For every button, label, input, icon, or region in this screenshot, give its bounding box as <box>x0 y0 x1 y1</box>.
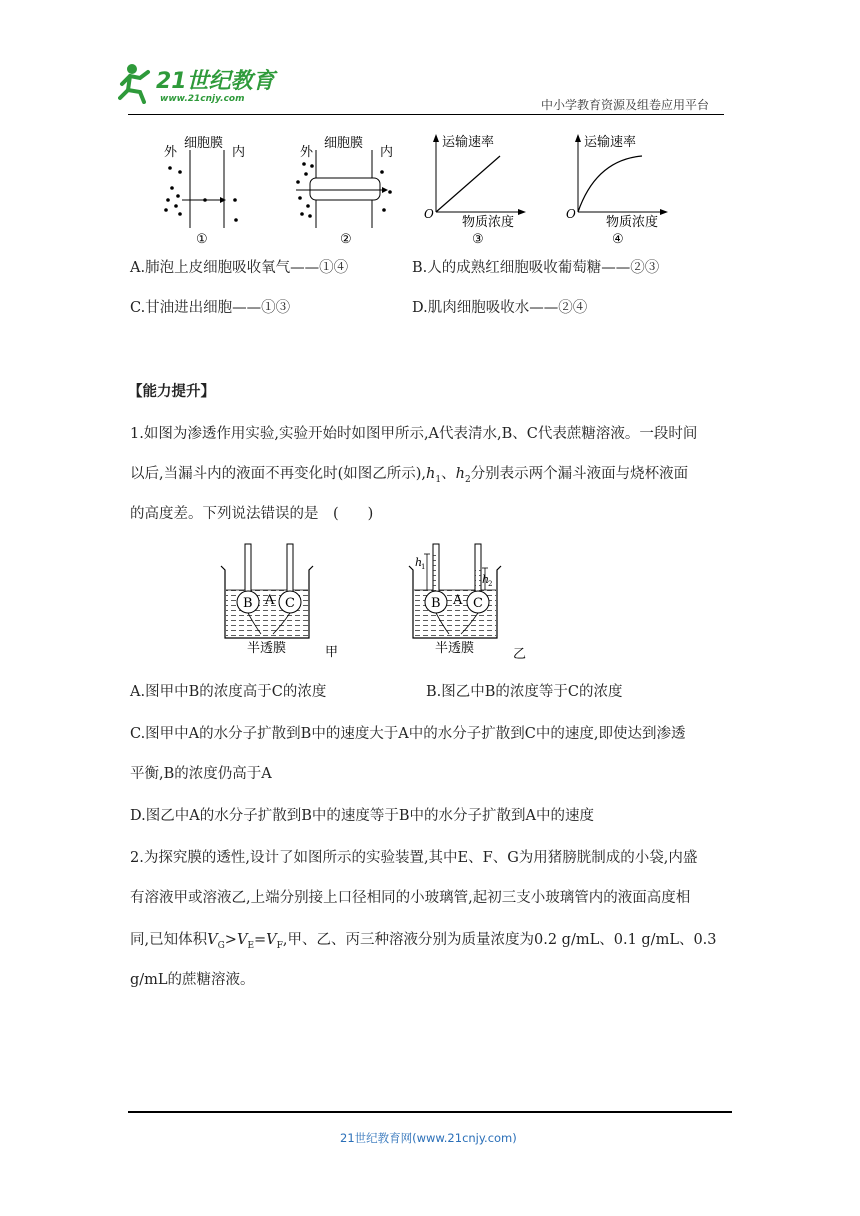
platform-name: 中小学教育资源及组卷应用平台 <box>541 98 710 112</box>
svg-text:1: 1 <box>421 563 426 571</box>
svg-text:外: 外 <box>164 145 178 160</box>
svg-text:细胞膜: 细胞膜 <box>184 136 224 151</box>
logo-url-text: www.21cnjy.com <box>160 94 245 104</box>
svg-text:O: O <box>566 207 576 221</box>
svg-text:运输速率: 运输速率 <box>584 135 637 150</box>
header-rule <box>128 114 724 115</box>
q1-line-2-a: 以后,当漏斗内的液面不再变化时(如图乙所示), <box>130 466 427 482</box>
footer-text[interactable]: 21世纪教育网(www.21cnjy.com) <box>340 1131 517 1145</box>
h2-symbol: h <box>455 466 465 482</box>
figure-rate-linear-graph <box>424 134 526 247</box>
svg-text:内: 内 <box>232 145 246 160</box>
runner-logo-icon <box>118 62 288 104</box>
svg-text:运输速率: 运输速率 <box>442 135 495 150</box>
logo-main-text: 21世纪教育 <box>156 69 275 94</box>
footer-rule <box>128 1111 732 1113</box>
h1-symbol: h <box>426 466 436 482</box>
q1-line-2 <box>130 464 688 490</box>
option-d[interactable]: D.肌肉细胞吸收水——②④ <box>412 300 588 316</box>
vg-symbol: V <box>207 932 218 948</box>
vf-symbol: V <box>266 932 277 948</box>
ve-subscript: E <box>247 940 255 951</box>
svg-text:C: C <box>285 596 295 611</box>
q2-line-3 <box>130 930 717 956</box>
section-title: 【能力提升】 <box>128 384 215 400</box>
q1-option-d[interactable]: D.图乙中A的水分子扩散到B中的速度等于B中的水分子扩散到A中的速度 <box>130 808 594 824</box>
h2-subscript: 2 <box>464 474 471 485</box>
svg-text:细胞膜: 细胞膜 <box>324 136 364 151</box>
option-c[interactable]: C.甘油进出细胞——①③ <box>130 300 291 316</box>
q2-line-2: 有溶液甲或溶液乙,上端分别接上口径相同的小玻璃管,起初三支小玻璃管内的液面高度相 <box>130 890 691 906</box>
svg-text:B: B <box>243 596 253 611</box>
option-b[interactable]: B.人的成熟红细胞吸收葡萄糖——②③ <box>412 260 660 276</box>
svg-text:A: A <box>265 593 275 608</box>
svg-text:O: O <box>424 207 434 221</box>
q2-line-3-b: ,甲、乙、丙三种溶液分别为质量浓度为0.2 g/mL、0.1 g/mL、0.3 <box>282 932 717 948</box>
svg-text:物质浓度: 物质浓度 <box>606 215 659 230</box>
q1-option-c-line-1[interactable]: C.图甲中A的水分子扩散到B中的速度大于A中的水分子扩散到C中的速度,即使达到渗透 <box>130 726 686 742</box>
eq-sign: = <box>254 932 267 948</box>
svg-text:甲: 甲 <box>325 645 339 660</box>
q2-line-4: g/mL的蔗糖溶液。 <box>130 972 255 988</box>
site-logo <box>118 62 288 104</box>
ve-symbol: V <box>236 932 248 948</box>
q2-line-3-a: 同,已知体积 <box>130 932 208 948</box>
svg-text:半透膜: 半透膜 <box>247 641 287 656</box>
svg-text:A: A <box>453 593 463 608</box>
svg-text:③: ③ <box>472 232 484 247</box>
svg-text:物质浓度: 物质浓度 <box>462 215 515 230</box>
figure-facilitated-diffusion <box>296 136 393 247</box>
svg-text:①: ① <box>196 232 208 247</box>
svg-text:B: B <box>431 596 441 611</box>
svg-text:h: h <box>482 573 490 586</box>
figure-free-diffusion <box>164 136 245 247</box>
svg-text:②: ② <box>340 232 352 247</box>
osmosis-figures <box>215 538 535 664</box>
svg-text:④: ④ <box>612 232 624 247</box>
q1-option-c-line-2[interactable]: 平衡,B的浓度仍高于A <box>130 766 272 782</box>
svg-text:乙: 乙 <box>513 647 527 662</box>
transport-figures <box>150 130 690 248</box>
svg-text:h: h <box>415 556 423 569</box>
option-a[interactable]: A.肺泡上皮细胞吸收氧气——①④ <box>130 260 349 276</box>
svg-text:内: 内 <box>380 145 394 160</box>
svg-text:外: 外 <box>300 145 314 160</box>
figure-jia <box>221 544 338 660</box>
q1-option-a[interactable]: A.图甲中B的浓度高于C的浓度 <box>130 684 327 700</box>
gt-sign: > <box>224 932 237 948</box>
svg-text:C: C <box>473 596 483 611</box>
vg-subscript: G <box>217 940 225 951</box>
figure-yi <box>409 544 526 662</box>
svg-text:2: 2 <box>488 580 493 588</box>
svg-text:半透膜: 半透膜 <box>435 641 475 656</box>
q1-option-b[interactable]: B.图乙中B的浓度等于C的浓度 <box>426 684 623 700</box>
q1-line-3: 的高度差。下列说法错误的是 ( ) <box>130 506 374 522</box>
q1-line-1: 1.如图为渗透作用实验,实验开始时如图甲所示,A代表清水,B、C代表蔗糖溶液。一段时间 <box>130 426 698 442</box>
vf-subscript: F <box>276 940 283 951</box>
q1-line-2-b: 分别表示两个漏斗液面与烧杯液面 <box>470 466 689 482</box>
figure-rate-saturation-graph <box>566 134 668 247</box>
h1-subscript: 1 <box>435 474 442 485</box>
q2-line-1: 2.为探究膜的透性,设计了如图所示的实验装置,其中E、F、G为用猪膀胱制成的小袋,内盛 <box>130 850 698 866</box>
separator: 、 <box>441 466 456 482</box>
